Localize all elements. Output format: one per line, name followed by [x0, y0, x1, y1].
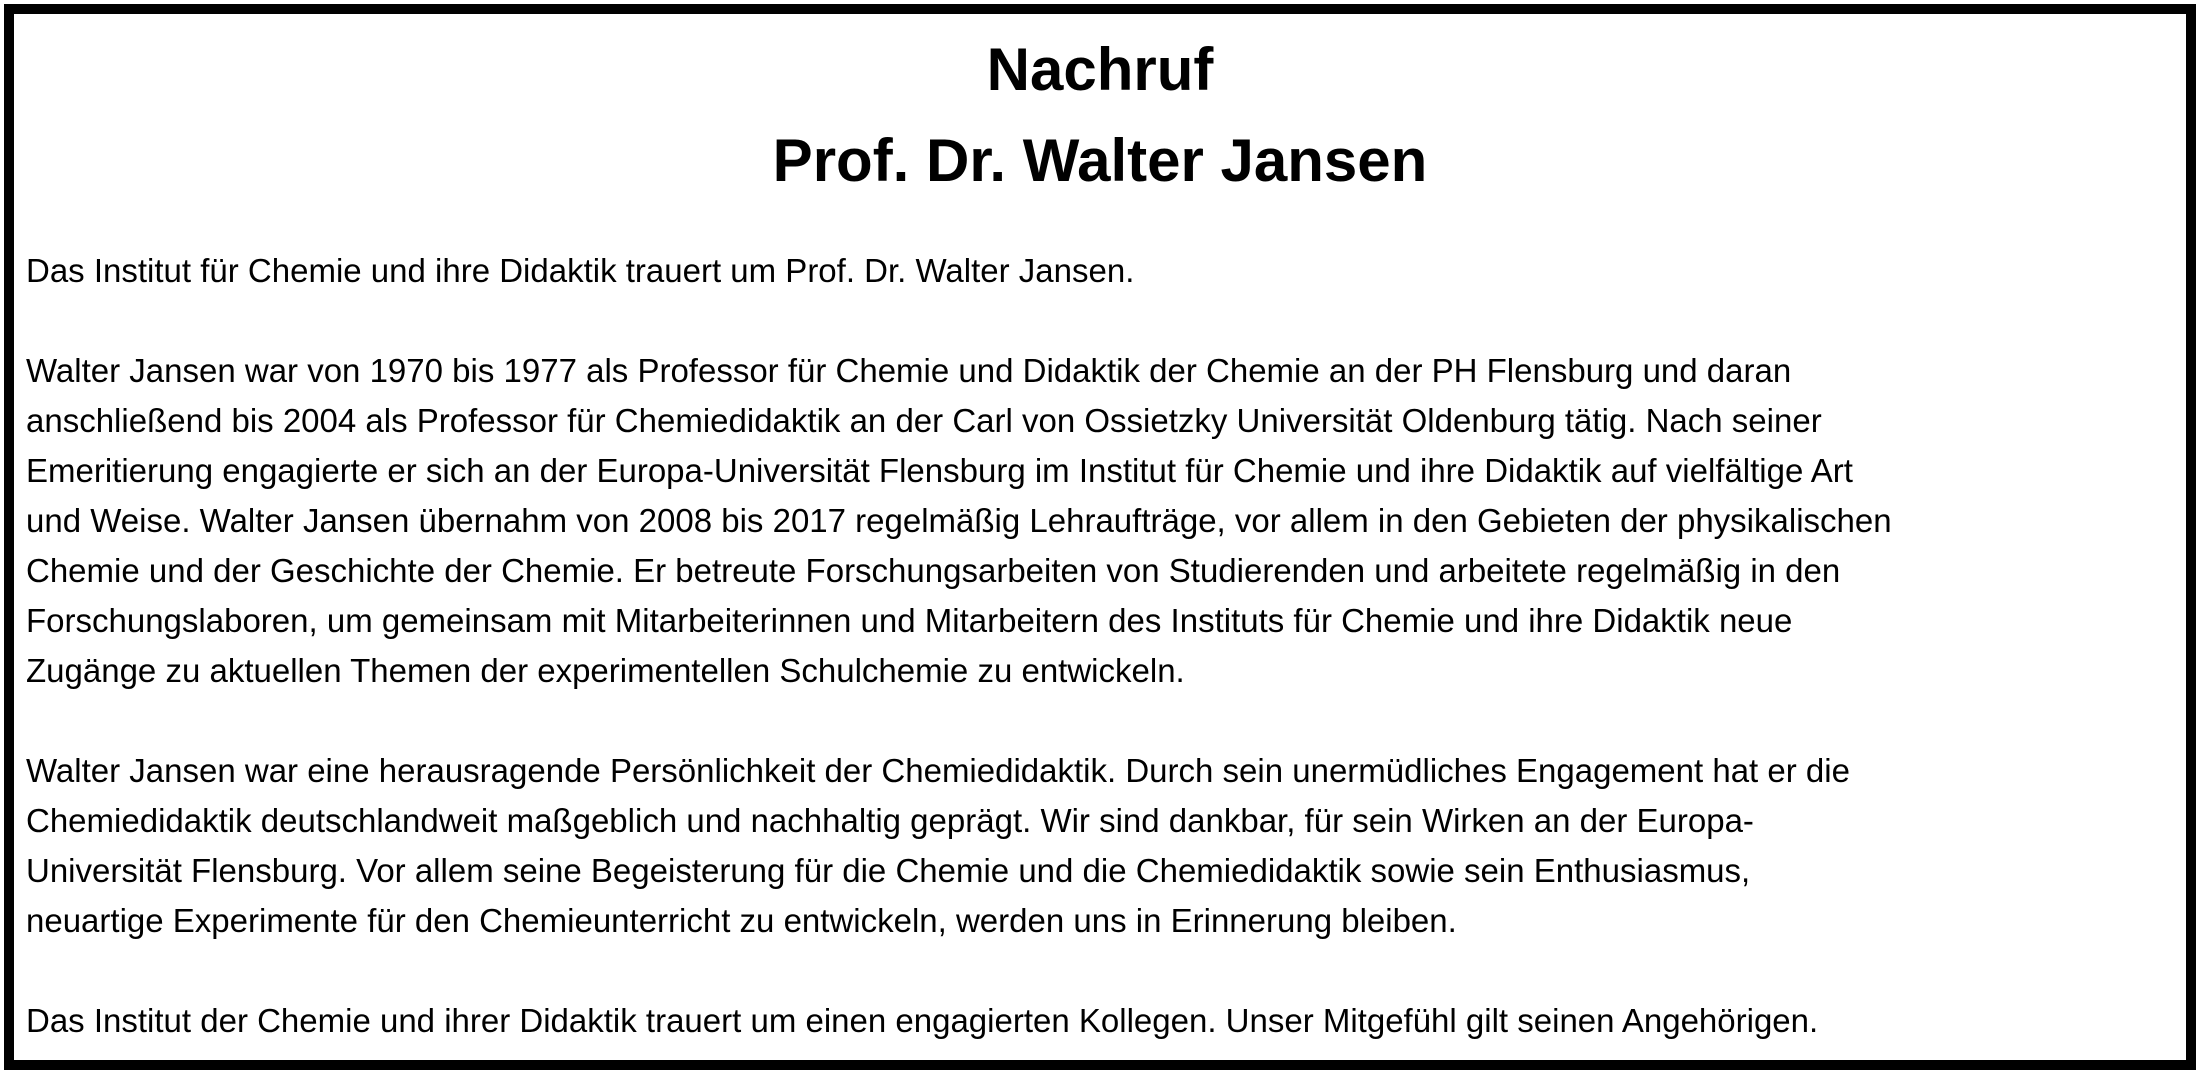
paragraph-line: Forschungslaboren, um gemeinsam mit Mitarbeiterinnen und Mitarbeitern des Instituts für Chemie und ihre Didaktik neue	[26, 602, 1793, 639]
obituary-name: Prof. Dr. Walter Jansen	[772, 127, 1428, 194]
obituary-frame	[4, 4, 2196, 1070]
paragraph-line: Emeritierung engagierte er sich an der Europa-Universität Flensburg im Institut für Chemie und ihre Didaktik auf vielfältige Art	[26, 452, 1853, 489]
paragraph-line: Zugänge zu aktuellen Themen der experimentellen Schulchemie zu entwickeln.	[26, 652, 1185, 689]
paragraph-line: und Weise. Walter Jansen übernahm von 2008 bis 2017 regelmäßig Lehraufträge, vor allem in den Gebieten der physikalischen	[26, 502, 1892, 539]
obituary-title: Nachruf	[986, 36, 1214, 103]
closing-paragraph	[26, 996, 2186, 1046]
tribute-paragraph	[26, 746, 2186, 946]
paragraph-line: Chemie und der Geschichte der Chemie. Er betreute Forschungsarbeiten von Studierenden und arbeitete regelmäßig in den	[26, 552, 1841, 589]
paragraph-line: Chemiedidaktik deutschlandweit maßgeblich und nachhaltig geprägt. Wir sind dankbar, für sein Wirken an der Europa-	[26, 802, 1754, 839]
paragraph-line: neuartige Experimente für den Chemieunterricht zu entwickeln, werden uns in Erinnerung bleiben.	[26, 902, 1457, 939]
paragraph-line: Universität Flensburg. Vor allem seine Begeisterung für die Chemie und die Chemiedidaktik sowie sein Enthusiasmus,	[26, 852, 1751, 889]
career-paragraph	[26, 346, 2186, 696]
paragraph-line: Walter Jansen war eine herausragende Persönlichkeit der Chemiedidaktik. Durch sein unermüdliches Engagement hat er die	[26, 752, 1850, 789]
paragraph-line: Walter Jansen war von 1970 bis 1977 als Professor für Chemie und Didaktik der Chemie an der PH Flensburg und daran	[26, 352, 1792, 389]
paragraph-line: Das Institut der Chemie und ihrer Didaktik trauert um einen engagierten Kollegen. Unser Mitgefühl gilt seinen Angehörigen.	[26, 1002, 1819, 1039]
paragraph-line: anschließend bis 2004 als Professor für Chemiedidaktik an der Carl von Ossietzky Universität Oldenburg tätig. Nach seiner	[26, 402, 1822, 439]
intro-paragraph	[26, 246, 2186, 296]
paragraph-line: Das Institut für Chemie und ihre Didaktik trauert um Prof. Dr. Walter Jansen.	[26, 252, 1135, 289]
